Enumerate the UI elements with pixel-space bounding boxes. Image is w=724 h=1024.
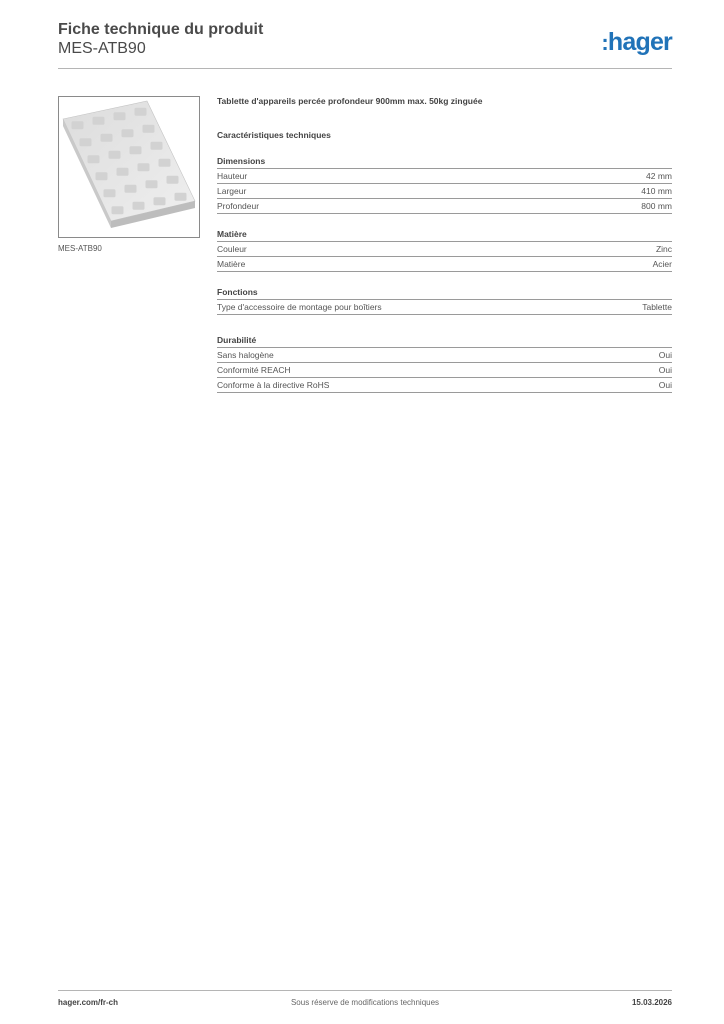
section-material (217, 228, 672, 272)
perforation-hole (146, 180, 158, 188)
page-footer (58, 998, 672, 1010)
perforation-hole (138, 163, 150, 171)
perforation-hole (96, 172, 108, 180)
spec-label: Conforme à la directive RoHS (217, 380, 330, 390)
perforation-hole (151, 142, 163, 150)
spec-label: Conformité REACH (217, 365, 291, 375)
perforation-hole (125, 185, 137, 193)
perforation-hole (109, 151, 121, 159)
section-title: Dimensions (217, 155, 672, 169)
spec-value: Oui (658, 350, 672, 360)
spec-value: Oui (658, 380, 672, 390)
header-divider (58, 68, 672, 69)
spec-row (217, 363, 672, 378)
section-title: Durabilité (217, 334, 672, 348)
perforation-hole (104, 189, 116, 197)
perforation-hole (154, 197, 166, 205)
spec-row (217, 348, 672, 363)
section-title: Fonctions (217, 286, 672, 300)
perforation-hole (117, 168, 129, 176)
perforation-hole (143, 125, 155, 133)
page-header (58, 21, 672, 69)
spec-value: Tablette (642, 302, 672, 312)
spec-row (217, 184, 672, 199)
spec-label: Profondeur (217, 201, 260, 211)
spec-label: Sans halogène (217, 350, 274, 360)
footer-website-link[interactable]: hager.com/fr-ch (58, 998, 119, 1007)
spec-value: 410 mm (641, 186, 672, 196)
perforation-hole (122, 129, 134, 137)
specs-heading: Caractéristiques techniques (217, 130, 331, 140)
product-image (58, 96, 200, 238)
spec-label: Largeur (217, 186, 247, 196)
product-content (217, 95, 672, 393)
footer-divider (58, 990, 672, 991)
spec-row (217, 242, 672, 257)
spec-value: Acier (652, 259, 672, 269)
perforation-hole (88, 155, 100, 163)
spec-row (217, 257, 672, 272)
spec-value: 42 mm (646, 171, 672, 181)
section-dimensions (217, 155, 672, 214)
section-title: Matière (217, 228, 672, 242)
product-reference: MES-ATB90 (58, 40, 146, 57)
document-title: Fiche technique du produit (58, 21, 264, 38)
perforation-hole (133, 202, 145, 210)
perforation-hole (112, 206, 124, 214)
perforation-hole (130, 146, 142, 154)
spec-label: Matière (217, 259, 246, 269)
spec-row (217, 300, 672, 315)
perforation-hole (101, 134, 113, 142)
footer-disclaimer: Sous réserve de modifications techniques (290, 998, 440, 1007)
perforation-hole (72, 121, 84, 129)
spec-label: Couleur (217, 244, 247, 254)
spec-row (217, 199, 672, 214)
perforation-hole (135, 108, 147, 116)
logo-text: hager (607, 28, 672, 56)
section-functions (217, 286, 672, 315)
perforation-hole (175, 193, 187, 201)
logo-dots-icon: : (601, 30, 608, 55)
perforation-hole (159, 159, 171, 167)
product-image-caption: MES-ATB90 (58, 244, 102, 253)
spec-value: Oui (658, 365, 672, 375)
spec-label: Type d'accessoire de montage pour boîtiers (217, 302, 382, 312)
perforation-hole (167, 176, 179, 184)
hager-logo (601, 27, 672, 58)
spec-value: Zinc (655, 244, 672, 254)
spec-row (217, 378, 672, 393)
spec-row (217, 169, 672, 184)
perforation-hole (80, 138, 92, 146)
spec-value: 800 mm (641, 201, 672, 211)
spec-label: Hauteur (217, 171, 248, 181)
product-description: Tablette d'appareils percée profondeur 900mm max. 50kg zinguée (217, 96, 483, 106)
perforation-hole (93, 117, 105, 125)
section-sustainability (217, 334, 672, 393)
footer-date: 15.03.2026 (631, 998, 672, 1007)
perforated-shelf-image (59, 97, 199, 237)
perforation-hole (114, 112, 126, 120)
